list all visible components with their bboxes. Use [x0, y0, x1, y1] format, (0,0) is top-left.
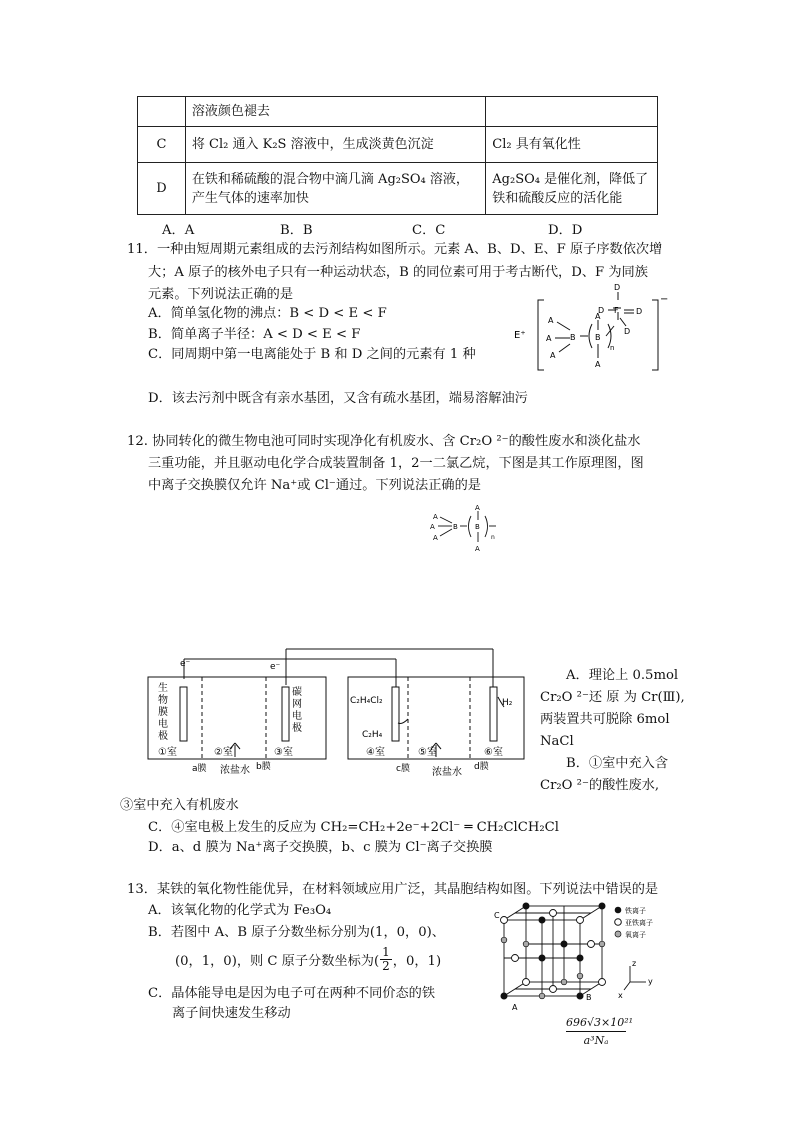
fraction — [380, 946, 392, 973]
atom-a-label: A — [430, 523, 435, 531]
q11-option-b: B．简单离子半径：A < D < E < F — [148, 327, 361, 342]
density-formula — [566, 1016, 634, 1047]
atom-b-label: B — [453, 523, 458, 531]
brine-label: 浓盐水 — [432, 767, 462, 778]
crystal-cell-diagram — [490, 900, 660, 1015]
atom-a-label: A — [433, 534, 438, 542]
q12-option-b: B．①室中充入含 — [566, 756, 669, 771]
formula-numerator: 696√3×10²¹ — [566, 1016, 626, 1032]
table-cell-conclusion: Cl₂ 具有氧化性 — [486, 127, 658, 163]
table-cell-content: 溶液颜色褪去 — [185, 97, 485, 127]
q13-option-c: 离子间快速发生移动 — [172, 1006, 291, 1021]
q11-stem: 11．一种由短周期元素组成的去污剂结构如图所示。元素 A、B、D、E、F 原子序数依次增 — [127, 242, 663, 257]
atom-a-label: A — [548, 316, 554, 325]
atom-a-label: A — [475, 545, 480, 553]
atom-b-label: B — [475, 523, 480, 531]
atom-a-label: A — [475, 505, 480, 512]
room-1-label: ①室 — [158, 747, 177, 758]
q11-stem: 大；A 原子的核外电子只有一种运动状态，B 的同位素可用于考古断代，D、F 为同族 — [148, 265, 648, 280]
q12-stem: 三重功能，并且驱动电化学合成装置制备 1，2一二氯乙烷，下图是其工作原理图，图 — [148, 456, 644, 471]
repeat-n-label: n — [610, 344, 615, 352]
atom-d-label: D — [624, 327, 631, 336]
atom-a-label: A — [595, 360, 601, 369]
electron-label: e⁻ — [270, 662, 281, 672]
atom-f-label: F — [614, 306, 619, 315]
c2h4cl2-label: C₂H₄Cl₂ — [350, 696, 383, 706]
q12-option-b: Cr₂O ²⁻的酸性废水, — [540, 778, 660, 793]
legend-iron-label: 铁离子 — [625, 907, 646, 915]
atom-d-label: D — [598, 306, 605, 315]
axis-y-label: y — [648, 977, 653, 986]
room-2-label: ②室 — [214, 747, 233, 758]
table-row — [138, 163, 658, 215]
cation-label: E⁺ — [514, 330, 526, 341]
atom-a-label: A — [433, 513, 438, 521]
q13-stem: 13．某铁的氧化物性能优异，在材料领域应用广泛，其晶胞结构如图。下列说法中错误的是 — [127, 882, 659, 897]
atom-a-label: A — [546, 334, 552, 343]
q12-stem: 12. 协同转化的微生物电池可同时实现净化有机废水、含 Cr₂O ²⁻的酸性废水和淡化盐水 — [127, 434, 641, 449]
legend-iron-marker — [615, 907, 622, 914]
room-3-label: ③室 — [274, 747, 293, 758]
q10-option-a: A．A — [162, 223, 195, 238]
table-cell-label: D — [138, 163, 186, 215]
legend-ferrous-label: 亚铁离子 — [625, 919, 653, 927]
point-c-label: C — [494, 911, 500, 920]
fraction-denominator: 2 — [382, 959, 390, 973]
room-5-label: ⑤室 — [418, 747, 437, 758]
q12-option-a: A．理论上 0.5mol — [566, 668, 679, 683]
atom-b-label: B — [595, 333, 601, 342]
h2-label: H₂ — [502, 698, 513, 708]
table-cell-content: 在铁和稀硫酸的混合物中滴几滴 Ag₂SO₄ 溶液，产生气体的速率加快 — [185, 163, 485, 215]
point-a-label: A — [512, 1003, 518, 1012]
point-b-label: B — [586, 993, 592, 1002]
q11-stem: 元素。下列说法正确的是 — [148, 287, 294, 302]
table-cell-conclusion — [486, 97, 658, 127]
q11-option-a: A．简单氢化物的沸点：B < D < E < F — [148, 306, 387, 321]
q12-option-a: NaCl — [540, 734, 574, 749]
detergent-structure-diagram — [510, 280, 670, 375]
q11-option-d: D．该去污剂中既含有亲水基团，又含有疏水基团，端易溶解油污 — [148, 391, 528, 406]
table-cell-label — [138, 97, 186, 127]
q11-option-c: C．同周期中第一电离能处于 B 和 D 之间的元素有 1 种 — [148, 347, 476, 362]
table-cell-label: C — [138, 127, 186, 163]
q10-option-d: D．D — [548, 223, 583, 238]
atom-d-label: D — [614, 283, 621, 292]
repeat-n-label: n — [491, 534, 495, 541]
membrane-a-label: a膜 — [192, 764, 207, 774]
table-row — [138, 127, 658, 163]
legend-oxygen-label: 氧离子 — [625, 931, 646, 939]
coordinate-text: ，0，1) — [392, 954, 442, 969]
membrane-b-label: b膜 — [256, 762, 271, 772]
structure-fragment-diagram — [420, 505, 510, 555]
legend-oxygen-marker — [615, 931, 621, 937]
table-cell-content: 将 Cl₂ 通入 K₂S 溶液中，生成淡黄色沉淀 — [185, 127, 485, 163]
electrochemical-cell-diagram — [140, 645, 530, 780]
q12-option-c: C．④室电极上发生的反应为 CH₂=CH₂+2e⁻+2Cl⁻ ═ CH₂ClCH₂Cl — [148, 820, 559, 835]
bio-electrode-label: 生物膜电极 — [158, 683, 168, 742]
q13-option-c: C．晶体能导电是因为电子可在两种不同价态的铁 — [148, 986, 436, 1001]
table-cell-conclusion: Ag₂SO₄ 是催化剂，降低了铁和硫酸反应的活化能 — [486, 163, 658, 215]
room-4-label: ④室 — [366, 747, 385, 758]
coordinate-text: (0，1，0)，则 C 原子分数坐标为( — [175, 954, 380, 969]
atom-b-label: B — [570, 333, 576, 342]
room-6-label: ⑥室 — [484, 747, 503, 758]
q12-option-a: 两装置共可脱除 6mol — [540, 712, 670, 727]
formula-denominator: a³Nₐ — [583, 1034, 609, 1047]
membrane-d-label: d膜 — [474, 762, 489, 772]
brine-label: 浓盐水 — [220, 765, 250, 776]
q13-option-b: B．若图中 A、B 原子分数坐标分别为(1，0，0)、 — [148, 925, 445, 940]
fraction-numerator: 1 — [382, 945, 390, 959]
legend-ferrous-marker — [615, 919, 622, 926]
experiment-table — [137, 96, 658, 215]
atom-a-label: A — [595, 312, 601, 321]
electron-label: e⁻ — [180, 659, 191, 669]
c2h4-label: C₂H₄ — [362, 730, 383, 740]
carbon-electrode-label: 碳网电极 — [292, 687, 302, 734]
q10-option-b: B．B — [280, 223, 313, 238]
atom-a-label: A — [550, 351, 556, 360]
charge-label: − — [660, 294, 669, 305]
axis-z-label: z — [632, 959, 637, 968]
q10-option-c: C．C — [412, 223, 446, 238]
q12-option-a: Cr₂O ²⁻还 原 为 Cr(Ⅲ), — [540, 690, 685, 705]
membrane-c-label: c膜 — [396, 764, 410, 774]
q12-stem: 中离子交换膜仅允许 Na⁺或 Cl⁻通过。下列说法正确的是 — [148, 478, 481, 493]
q12-option-b: ③室中充入有机废水 — [120, 798, 239, 813]
q12-option-d: D．a、d 膜为 Na⁺离子交换膜，b、c 膜为 Cl⁻离子交换膜 — [148, 840, 493, 855]
axis-x-label: x — [618, 991, 623, 1000]
q13-option-b-coordinates — [175, 946, 441, 973]
atom-d-label: D — [636, 307, 643, 316]
q13-option-a: A．该氧化物的化学式为 Fe₃O₄ — [148, 903, 332, 918]
table-row — [138, 97, 658, 127]
